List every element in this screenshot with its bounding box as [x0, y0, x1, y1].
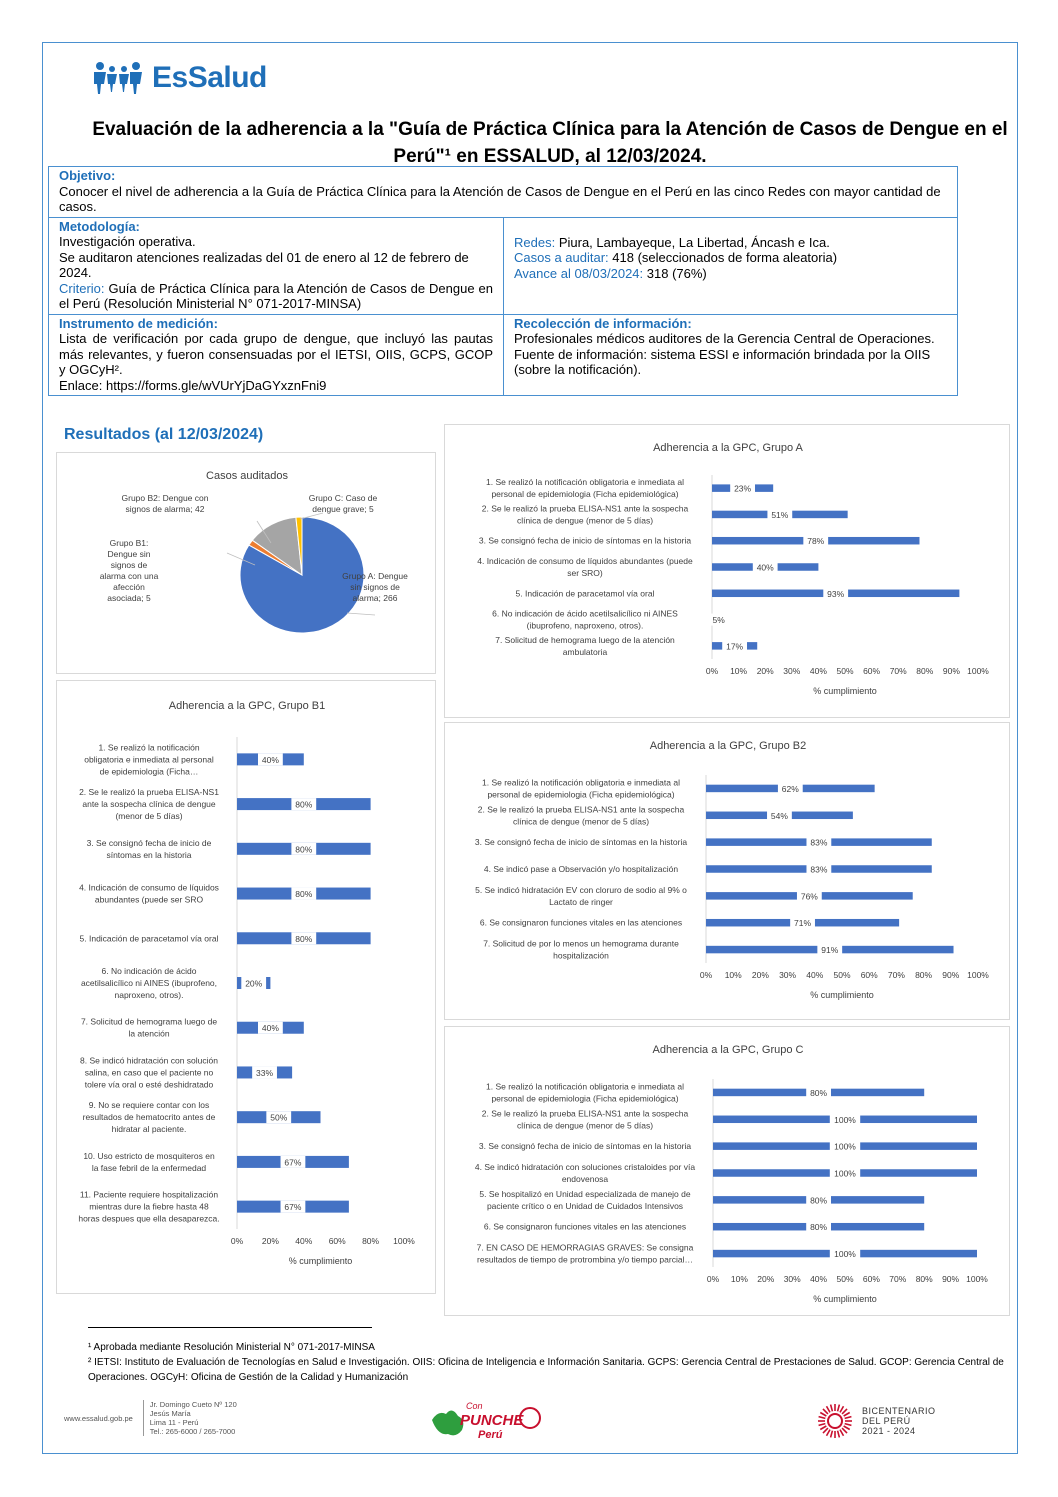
pie-label: Grupo A: Dengue sin signos de alarma; 266	[342, 571, 408, 603]
tick-label: 20%	[756, 666, 774, 676]
category-label: 7. Solicitud de por lo menos un hemograma durante hospitalización	[483, 938, 679, 961]
x-axis-label: % cumplimiento	[810, 990, 874, 1000]
tick-label: 60%	[863, 666, 881, 676]
tick-label: 100%	[393, 1236, 415, 1246]
criterio-text: Guía de Práctica Clínica para la Atención de Casos de Dengue en el Perú (Resolución Ministerial N° 071-2017-MINSA)	[59, 280, 493, 311]
tick-label: 50%	[836, 666, 854, 676]
data-label: 33%	[256, 1067, 274, 1078]
tick-label: 0%	[699, 970, 713, 980]
tick-label: 0%	[230, 1236, 244, 1246]
bar-chart-grupo-a	[445, 425, 1011, 719]
tick-label: 40%	[806, 970, 824, 980]
data-label: 20%	[245, 978, 263, 989]
category-label: 6. Se consignaron funciones vitales en las atenciones	[479, 917, 683, 928]
data-label: 40%	[261, 754, 279, 765]
collection-heading: Recolección de información:	[514, 315, 692, 331]
category-label: 2. Se le realizó la prueba ELISA-NS1 ante la sospecha clínica de dengue (menor de 5 días)	[79, 787, 219, 822]
data-label: 76%	[800, 891, 818, 902]
data-label: 80%	[810, 1195, 828, 1206]
category-label: 1. Se realizó la notificación obligatoria e inmediata al personal de epidemiologia (Ficha epidemiológica)	[486, 477, 684, 500]
bar-chart-grupo-b1	[57, 681, 437, 1295]
pie-label: Grupo B2: Dengue con signos de alarma; 42	[121, 493, 209, 514]
tick-label: 30%	[783, 666, 801, 676]
punche-con: Con	[466, 1401, 483, 1411]
data-label: 93%	[827, 588, 845, 599]
tick-label: 30%	[779, 970, 797, 980]
data-label: 80%	[295, 933, 313, 944]
data-label: 83%	[810, 864, 828, 875]
redes-label: Redes:	[514, 234, 556, 250]
collection-text1: Profesionales médicos auditores de la Gerencia Central de Operaciones.	[514, 331, 935, 346]
logo-text: EsSalud	[152, 61, 267, 94]
tick-label: 20%	[751, 970, 769, 980]
sun-ray	[827, 1430, 831, 1436]
category-label: 3. Se consignó fecha de inicio de síntomas en la historia	[478, 535, 692, 546]
data-label: 51%	[771, 509, 789, 520]
methodology-line2: Se auditaron atenciones realizadas del 01 de enero al 12 de febrero de 2024.	[59, 249, 469, 280]
tick-label: 60%	[862, 1274, 880, 1284]
tick-label: 100%	[967, 666, 989, 676]
objective-heading: Objetivo:	[59, 168, 116, 183]
category-label: 4. Indicación de consumo de líquidos abundantes (puede ser SRO)	[477, 556, 693, 578]
footnote-1: ¹ Aprobada mediante Resolución Ministerial N° 071-2017-MINSA	[88, 1342, 375, 1353]
objective-row	[49, 167, 957, 218]
tick-label: 0%	[705, 666, 719, 676]
category-label: 4. Se indicó pase a Observación y/o hospitalización	[483, 864, 679, 874]
tick-label: 100%	[966, 1274, 988, 1284]
sun-ray	[831, 1405, 833, 1412]
avance-label: Avance al 08/03/2024:	[514, 265, 644, 281]
category-label: 3. Se consignó fecha de inicio de síntomas en la historia	[86, 837, 212, 860]
objective-text: Conocer el nivel de adherencia a la Guía de Práctica Clínica para la Atención de Casos de Dengue en el Perú en las cinco Redes con mayor cantidad de casos.	[59, 183, 941, 214]
tick-label: 80%	[916, 666, 934, 676]
sun-ray	[838, 1405, 840, 1412]
category-label: 8. Se indicó hidratación con solución salina, en caso que el paciente no tolere vía oral o esté deshidratado	[80, 1055, 218, 1090]
data-label: 100%	[834, 1249, 856, 1260]
tick-label: 40%	[295, 1236, 313, 1246]
category-label: 6. No indicación de ácido acetilsalicílico ni AINES (ibuprofeno, naproxeno, otros).	[492, 608, 678, 631]
sun-ray	[823, 1428, 828, 1433]
punche-logo-icon	[426, 1398, 546, 1442]
page-title: Evaluación de la adherencia a la "Guía de Práctica Clínica para la Atención de Casos de Dengue en el Perú"¹ en ESSALUD, al 12/03/2024.	[92, 119, 1008, 167]
category-label: 7. EN CASO DE HEMORRAGIAS GRAVES: Se consigna resultados de tiempo de protrombina y/o tiempo parcial…	[476, 1242, 694, 1265]
category-label: 5. Se indicó hidratación EV con cloruro de sodio al 9% o Lactato de ringer	[475, 884, 687, 907]
tick-label: 90%	[942, 666, 960, 676]
tick-label: 100%	[967, 970, 989, 980]
casos-label: Casos a auditar:	[514, 250, 609, 265]
bicent-line: DEL PERÚ	[862, 1416, 911, 1426]
data-label: 83%	[810, 837, 828, 848]
tick-label: 80%	[362, 1236, 380, 1246]
data-label: 100%	[834, 1168, 856, 1179]
chart-title: Adherencia a la GPC, Grupo A	[653, 442, 803, 454]
tick-label: 70%	[889, 666, 907, 676]
category-label: 6. No indicación de ácido acetilsalicílico ni AINES (ibuprofeno, naproxeno, otros).	[80, 966, 218, 1000]
essalud-logo	[90, 60, 267, 96]
data-label: 40%	[261, 1023, 279, 1034]
chart-title: Casos auditados	[206, 470, 288, 482]
category-label: 1. Se realizó la notificación obligatoria e inmediata al personal de epidemiologia (Ficha epidemiológica)	[486, 1081, 684, 1104]
chart-grupo-b1-box	[56, 680, 436, 1294]
category-label: 6. Se consignaron funciones vitales en las atenciones	[483, 1221, 687, 1232]
instrument-link[interactable]: Enlace: https://forms.gle/wVUrYjDaGYxznFni9	[59, 377, 327, 393]
data-label: 71%	[794, 918, 812, 929]
data-label: 78%	[807, 536, 825, 547]
methodology-row	[49, 218, 957, 315]
address-line: Tel.: 265-6000 / 265-7000	[149, 1427, 236, 1436]
instrument-heading: Instrumento de medición:	[59, 315, 218, 331]
data-label: 23%	[734, 483, 752, 494]
category-label: 9. No se requiere contar con los resultados de hematocrito antes de hidratar al paciente.	[82, 1100, 216, 1135]
bar-chart-grupo-c	[445, 1027, 1011, 1317]
methodology-right	[503, 218, 957, 314]
data-label: 67%	[284, 1157, 302, 1168]
category-label: 3. Se consignó fecha de inicio de síntomas en la historia	[478, 1141, 692, 1152]
category-label: 3. Se consignó fecha de inicio de síntomas en la historia	[474, 837, 688, 848]
chart-grupo-b2-box	[444, 722, 1010, 1020]
tick-label: 40%	[809, 666, 827, 676]
x-axis-label: % cumplimiento	[813, 1294, 877, 1304]
sun-ray	[820, 1426, 826, 1430]
data-label: 80%	[295, 889, 313, 900]
casos	[514, 250, 947, 266]
category-label: 11. Paciente requiere hospitalización mientras dure la fiebre hasta 48 horas despues que ella desaparezca.	[78, 1189, 220, 1224]
data-label: 67%	[284, 1202, 302, 1213]
sun-ray	[845, 1424, 852, 1426]
sun-ray	[840, 1430, 844, 1436]
data-label: 80%	[810, 1222, 828, 1233]
punche-peru: Perú	[478, 1429, 503, 1441]
tick-label: 30%	[783, 1274, 801, 1284]
data-label: 100%	[834, 1141, 856, 1152]
tick-label: 0%	[706, 1274, 720, 1284]
chart-grupo-c-box	[444, 1026, 1010, 1316]
tick-label: 40%	[810, 1274, 828, 1284]
sun-ray	[831, 1431, 833, 1438]
redes	[514, 235, 947, 251]
bicent-line: BICENTENARIO	[862, 1406, 936, 1416]
collection-text2: Fuente de información: sistema ESSI e información brindada por la OIIS (sobre la notificación).	[514, 346, 931, 377]
chart-title: Adherencia a la GPC, Grupo B2	[649, 740, 807, 752]
sun-ray	[840, 1406, 844, 1412]
avance	[514, 266, 947, 282]
data-label: 5%	[712, 615, 725, 626]
category-label: 1. Se realizó la notificación obligatoria e inmediata al personal de epidemiologia (Ficha epidemiológica)	[482, 777, 680, 800]
bar-chart-grupo-b2	[445, 723, 1011, 1021]
family-icon	[90, 60, 146, 96]
tick-label: 80%	[915, 1274, 933, 1284]
data-label: 17%	[726, 641, 744, 652]
tick-label: 70%	[887, 970, 905, 980]
sun-ray	[820, 1413, 826, 1417]
bicentenario-text	[862, 1406, 936, 1436]
tick-label: 60%	[328, 1236, 346, 1246]
category-label: 5. Indicación de paracetamol vía oral	[79, 933, 219, 944]
sun-ray	[845, 1417, 852, 1419]
punche-main: PUNCHE	[460, 1412, 524, 1429]
category-label: 5. Indicación de paracetamol vía oral	[515, 588, 655, 599]
data-label: 80%	[295, 844, 313, 855]
tick-label: 70%	[889, 1274, 907, 1284]
category-label: 7. Solicitud de hemograma luego de la atención ambulatoria	[495, 634, 675, 657]
leader-line	[347, 613, 375, 615]
results-title: Resultados (al 12/03/2024)	[64, 426, 264, 443]
x-axis-label: % cumplimiento	[813, 686, 877, 696]
data-label: 50%	[270, 1112, 288, 1123]
x-axis-label: % cumplimiento	[288, 1256, 353, 1266]
footer-contact	[64, 1400, 237, 1436]
chart-title: Adherencia a la GPC, Grupo B1	[168, 700, 326, 712]
avance-text: 318 (76%)	[646, 265, 707, 281]
sun-ray	[842, 1409, 847, 1414]
address-line: Jesús María	[149, 1409, 191, 1418]
data-label: 62%	[781, 783, 799, 794]
con-punche-peru-logo	[426, 1398, 546, 1447]
tick-label: 90%	[942, 970, 960, 980]
casos-text: 418 (seleccionados de forma aleatoria)	[612, 250, 838, 265]
pie-label: Grupo C: Caso de dengue grave; 5	[308, 493, 378, 514]
sun-ray	[819, 1417, 826, 1419]
footnotes	[88, 1340, 1008, 1385]
category-label: 5. Se hospitalizó en Unidad especializada de manejo de paciente crítico o en Unidad de Cuidados Intensivos	[479, 1188, 691, 1211]
footer-website[interactable]: www.essalud.gob.pe	[64, 1413, 133, 1423]
collection-cell	[503, 315, 957, 396]
category-label: 2. Se le realizó la prueba ELISA-NS1 ante la sospecha clínica de dengue (menor de 5 días)	[477, 804, 685, 827]
sun-ray	[844, 1413, 850, 1417]
data-label: 100%	[834, 1114, 856, 1125]
sun-ray	[827, 1406, 831, 1412]
category-label: 10. Uso estricto de mosquiteros en la fase febril de la enfermedad	[83, 1150, 215, 1173]
tick-label: 50%	[836, 1274, 854, 1284]
address-line: Jr. Domingo Cueto Nº 120	[149, 1400, 237, 1409]
category-label: 2. Se le realizó la prueba ELISA-NS1 ante la sospecha clínica de dengue (menor de 5 días)	[481, 1108, 689, 1131]
data-label: 40%	[756, 562, 774, 573]
category-label: 2. Se le realizó la prueba ELISA-NS1 ante la sospecha clínica de dengue (menor de 5 días)	[481, 503, 689, 526]
sun-ray	[819, 1424, 826, 1426]
sun-ray	[838, 1431, 840, 1438]
chart-title: Adherencia a la GPC, Grupo C	[652, 1044, 804, 1056]
data-label: 80%	[810, 1087, 828, 1098]
tick-label: 60%	[860, 970, 878, 980]
pie-label: Grupo B1: Dengue sin signos de alarma con una afección asociada; 5	[99, 538, 159, 603]
criterio-label: Criterio:	[59, 280, 105, 296]
methodology-left	[49, 218, 503, 314]
tick-label: 10%	[724, 970, 742, 980]
instrument-cell	[49, 315, 503, 396]
pie-chart	[57, 453, 437, 675]
criterio	[59, 281, 493, 312]
redes-text: Piura, Lambayeque, La Libertad, Áncash e Ica.	[558, 234, 830, 250]
address-line: Lima 11 - Perú	[149, 1418, 199, 1427]
bicent-line: 2021 - 2024	[862, 1426, 916, 1436]
category-label: 7. Solicitud de hemograma luego de la atención	[80, 1016, 218, 1039]
tick-label: 50%	[833, 970, 851, 980]
category-label: 1. Se realizó la notificación obligatoria e inmediata al personal de epidemiologia (Ficha…	[84, 742, 214, 777]
chart-pie-box	[56, 452, 436, 674]
tick-label: 20%	[757, 1274, 775, 1284]
instrument-row	[49, 315, 957, 396]
sun-seal-icon	[816, 1402, 854, 1440]
footnote-2: ² IETSI: Instituto de Evaluación de Tecnologías en Salud e Investigación. OIIS: Oficina de Inteligencia e Información Sanitaria. GCPS: Gerencia Central de Prestaciones de Salud. GCOP: Gerencia Central de Operaciones. OGCyH: Oficina de Gestión de la Calidad y Humanización	[88, 1357, 1004, 1383]
tick-label: 20%	[261, 1236, 279, 1246]
sun-ray	[823, 1409, 828, 1414]
objective-cell	[49, 167, 957, 217]
data-label: 91%	[821, 945, 839, 956]
data-label: 54%	[770, 810, 788, 821]
methodology-heading: Metodología:	[59, 218, 140, 234]
tick-label: 10%	[730, 666, 748, 676]
tick-label: 90%	[942, 1274, 960, 1284]
bicentenario-logo	[816, 1402, 936, 1440]
footnote-divider	[88, 1327, 372, 1328]
footer-address	[143, 1400, 237, 1436]
category-label: 4. Se indicó hidratación con soluciones cristaloides por vía endovenosa	[474, 1162, 696, 1184]
sun-ray	[844, 1426, 850, 1430]
instrument-text: Lista de verificación por cada grupo de dengue, que incluyó las pautas más relevantes, y fueron consensuadas por el IETSI, OIIS, GCPS, GCOP y OGCyH².	[59, 331, 493, 377]
sun-ray	[842, 1428, 847, 1433]
category-label: 4. Indicación de consumo de líquidos abundantes (puede ser SRO	[79, 882, 219, 905]
chart-grupo-a-box	[444, 424, 1010, 718]
data-label: 80%	[295, 799, 313, 810]
tick-label: 10%	[730, 1274, 748, 1284]
info-box	[48, 166, 958, 396]
tick-label: 80%	[915, 970, 933, 980]
methodology-line1: Investigación operativa.	[59, 234, 196, 249]
